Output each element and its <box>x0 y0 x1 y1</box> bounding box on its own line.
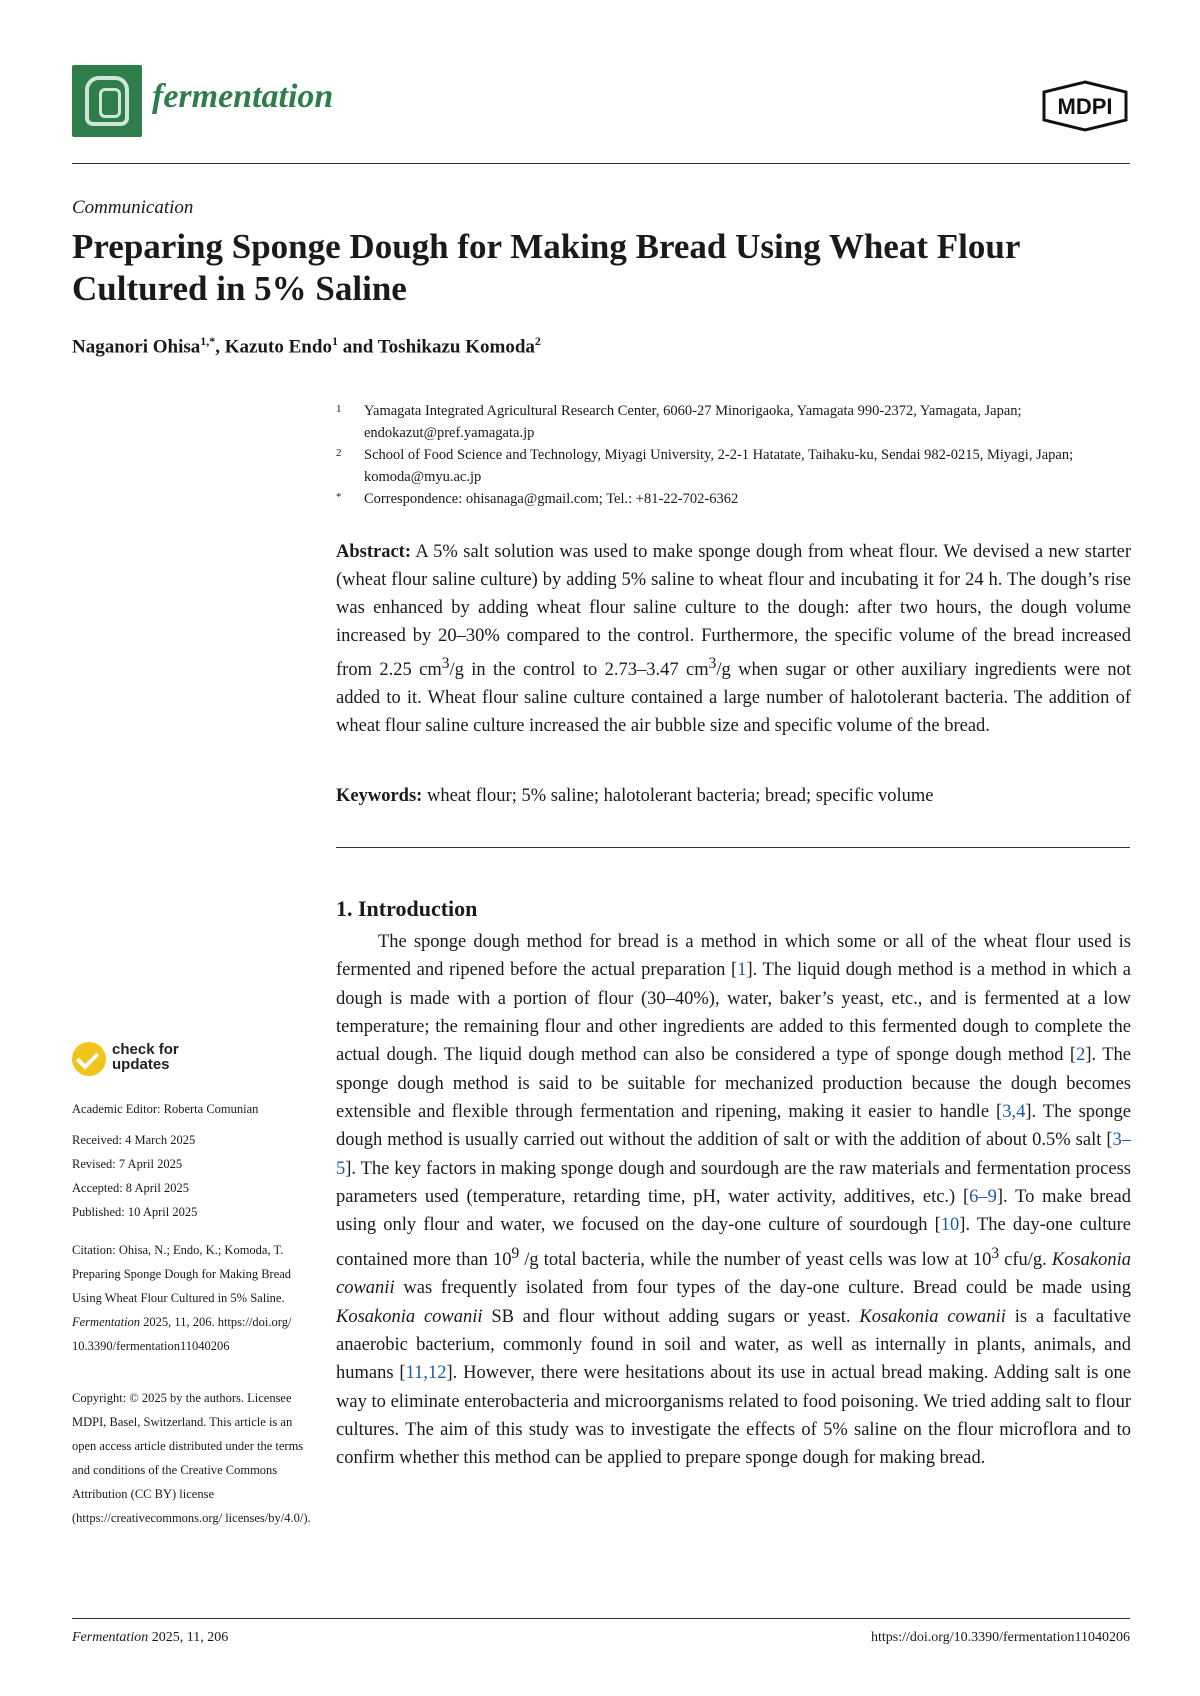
body-text: ]. The sponge dough method is said to be suitable for mechanized production because the dough becomes extensible and flexible through fermentation and ripening, making it easier to handle [ <box>336 1045 1132 1123</box>
check-line: updates <box>112 1056 170 1073</box>
copyright-notice: Copyright: © 2025 by the authors. Licensee MDPI, Basel, Switzerland. This article is an open access article distributed under the terms and conditions of the Creative Commons Attribution (CC BY) license (https://creativecommons.org/ licenses/by/4.0/). <box>72 1391 311 1525</box>
mdpi-logo <box>1040 80 1130 132</box>
citation-link[interactable]: 3–5 <box>336 1130 1131 1179</box>
section-divider <box>336 847 1130 848</box>
affiliation-text: School of Food Science and Technology, Miyagi University, 2-2-1 Hatatate, Taihaku-ku, Sendai 982-0215, Miyagi, Japan; komoda@myu.ac.jp <box>364 447 1074 485</box>
species-name: Kosakonia cowanii <box>336 1306 483 1327</box>
introduction-body <box>336 928 1131 1473</box>
body-text: ]. The key factors in making sponge dough and sourdough are the raw materials and fermentation process parameters used (temperature, retarding time, pH, water activity, additives, etc.) [ <box>336 1158 1131 1208</box>
affiliation-number: * <box>336 491 342 503</box>
species-name: Kosakonia cowanii <box>859 1306 1006 1327</box>
superscript: 3 <box>441 655 450 672</box>
body-text: is a facultative anaerobic bacterium, commonly found in soil and water, as well as internally in plants, animals, and humans [ <box>336 1306 1131 1384</box>
author-affiliation-mark: 1,* <box>200 334 216 348</box>
affiliation-number: 1 <box>336 403 342 415</box>
body-text: The sponge dough method for bread is a method in which some or all of the wheat flour used is fermented and ripened before the actual preparation [ <box>336 932 1131 981</box>
accepted-date: Accepted: 8 April 2025 <box>72 1181 189 1195</box>
article-type: Communication <box>72 197 194 218</box>
header-divider <box>72 163 1130 164</box>
body-text: /g total bacteria, while the number of yeast cells was low at 10 <box>519 1249 992 1270</box>
superscript: 9 <box>511 1244 520 1262</box>
author-name[interactable]: Toshikazu Komoda <box>377 336 535 358</box>
body-text: ]. To make bread using only flour and water, we focused on the day-one culture of sourdough [ <box>336 1187 1132 1236</box>
abstract-text: /g when sugar or other auxiliary ingredients were not added to it. Wheat flour saline culture contained a large number of halotolerant bacteria. The addition of wheat flour saline culture increased the air bubble size and specific volume of the bread. <box>336 660 1131 737</box>
check-line: check for <box>112 1041 179 1058</box>
revised-date: Revised: 7 April 2025 <box>72 1157 183 1171</box>
author-separator: , <box>215 336 225 358</box>
superscript: 3 <box>991 1244 1000 1262</box>
body-text: ]. The sponge dough method is usually carried out without the addition of salt or with the addition of about 0.5% salt [ <box>336 1102 1131 1151</box>
citation-link[interactable]: 10 <box>940 1215 960 1236</box>
abstract-text: A 5% salt solution was used to make sponge dough from wheat flour. We devised a new starter (wheat flour saline culture) by adding 5% saline to wheat flour and incubating it for 24 h. The dough’s rise was enhanced by adding wheat flour saline culture to the dough: after two hours, the dough volume increased by 20–30% compared to the control. Furthermore, the specific volume of the bread increased from 2.25 cm <box>336 542 1131 681</box>
author-affiliation-mark: 1 <box>331 334 338 348</box>
body-text: was frequently isolated from four types of the day-one culture. Bread could be made using <box>394 1278 1131 1299</box>
academic-editor: Academic Editor: Roberta Comunian <box>72 1102 259 1116</box>
author-list <box>72 334 541 358</box>
affiliation-number: 2 <box>336 447 342 459</box>
published-date: Published: 10 April 2025 <box>72 1205 198 1219</box>
author-name[interactable]: Naganori Ohisa <box>72 336 201 358</box>
section-heading: 1. Introduction <box>336 896 478 921</box>
checkmark-icon <box>72 1042 106 1076</box>
citation-link[interactable]: 3,4 <box>1002 1102 1026 1123</box>
citation-journal: Fermentation <box>72 1315 141 1329</box>
footer-journal: Fermentation <box>72 1630 149 1645</box>
author-separator: and <box>337 336 378 358</box>
body-text: ]. However, there were hesitations about its use in actual bread making. Adding salt is one way to eliminate enterobacteria and microorganisms related to food poisoning. We tried adding salt to flour cultures. The aim of this study was to investigate the effects of 5% saline on the flour microflora and to confirm whether this method can be applied to prepare sponge dough for making bread. <box>336 1363 1131 1469</box>
footer-issue: 2025, 11, 206 <box>148 1630 229 1645</box>
publisher-name: MDPI <box>1057 94 1113 119</box>
fermentation-logo-icon <box>85 76 129 126</box>
body-text: cfu/g. <box>999 1249 1052 1270</box>
body-text: ]. The day-one culture contained more than 10 <box>336 1215 1131 1270</box>
citation-link[interactable]: 1 <box>737 960 747 981</box>
citation <box>72 1238 312 1358</box>
abstract <box>336 538 1131 740</box>
species-name: Kosakonia cowanii <box>336 1249 1132 1299</box>
keywords-text: wheat flour; 5% saline; halotolerant bacteria; bread; specific volume <box>426 786 934 806</box>
correspondence-text: Correspondence: ohisanaga@gmail.com; Tel.: +81-22-702-6362 <box>364 491 739 507</box>
body-text: ]. The liquid dough method is a method in which a dough is made with a portion of flour (30–40%), water, baker’s yeast, etc., and is fermented at a low temperature; the remaining flour and other ingredients are added to this fermented dough to complete the actual dough. The liquid dough method can also be considered a type of sponge dough method [ <box>336 960 1131 1066</box>
journal-name: fermentation <box>152 78 334 115</box>
footer-divider <box>72 1618 1130 1619</box>
keywords <box>336 786 1131 807</box>
author-affiliation-mark: 2 <box>534 334 541 348</box>
paragraph <box>336 928 1131 1473</box>
author-name[interactable]: Kazuto Endo <box>224 336 332 358</box>
journal-logo <box>72 65 142 137</box>
citation-doi[interactable]: 2025, 11, 206. https://doi.org/ 10.3390/fermentation11040206 <box>72 1315 292 1353</box>
body-text: SB and flour without adding sugars or yeast. <box>482 1306 860 1327</box>
check-for-updates-label <box>112 1042 179 1072</box>
received-date: Received: 4 March 2025 <box>72 1133 196 1147</box>
citation-text: Citation: Ohisa, N.; Endo, K.; Komoda, T. Preparing Sponge Dough for Making Bread Using Wheat Flour Cultured in 5% Saline. <box>72 1243 292 1305</box>
article-title: Preparing Sponge Dough for Making Bread Using Wheat Flour Cultured in 5% Saline <box>72 227 1020 308</box>
affiliation-text: Yamagata Integrated Agricultural Research Center, 6060-27 Minorigaoka, Yamagata 990-2372, Yamagata, Japan; endokazut@pref.yamagata.jp <box>364 403 1022 441</box>
citation-link[interactable]: 11,12 <box>405 1363 447 1384</box>
footer-doi-link[interactable]: https://doi.org/10.3390/fermentation11040206 <box>871 1630 1130 1645</box>
superscript: 3 <box>708 655 717 672</box>
footer-citation <box>72 1630 228 1646</box>
citation-link[interactable]: 2 <box>1076 1045 1086 1066</box>
abstract-text: /g in the control to 2.73–3.47 cm <box>449 660 709 681</box>
keywords-label: Keywords: <box>336 786 423 806</box>
check-for-updates-badge[interactable] <box>72 1040 272 1080</box>
citation-link[interactable]: 6–9 <box>969 1187 997 1208</box>
abstract-label: Abstract: <box>336 542 412 562</box>
